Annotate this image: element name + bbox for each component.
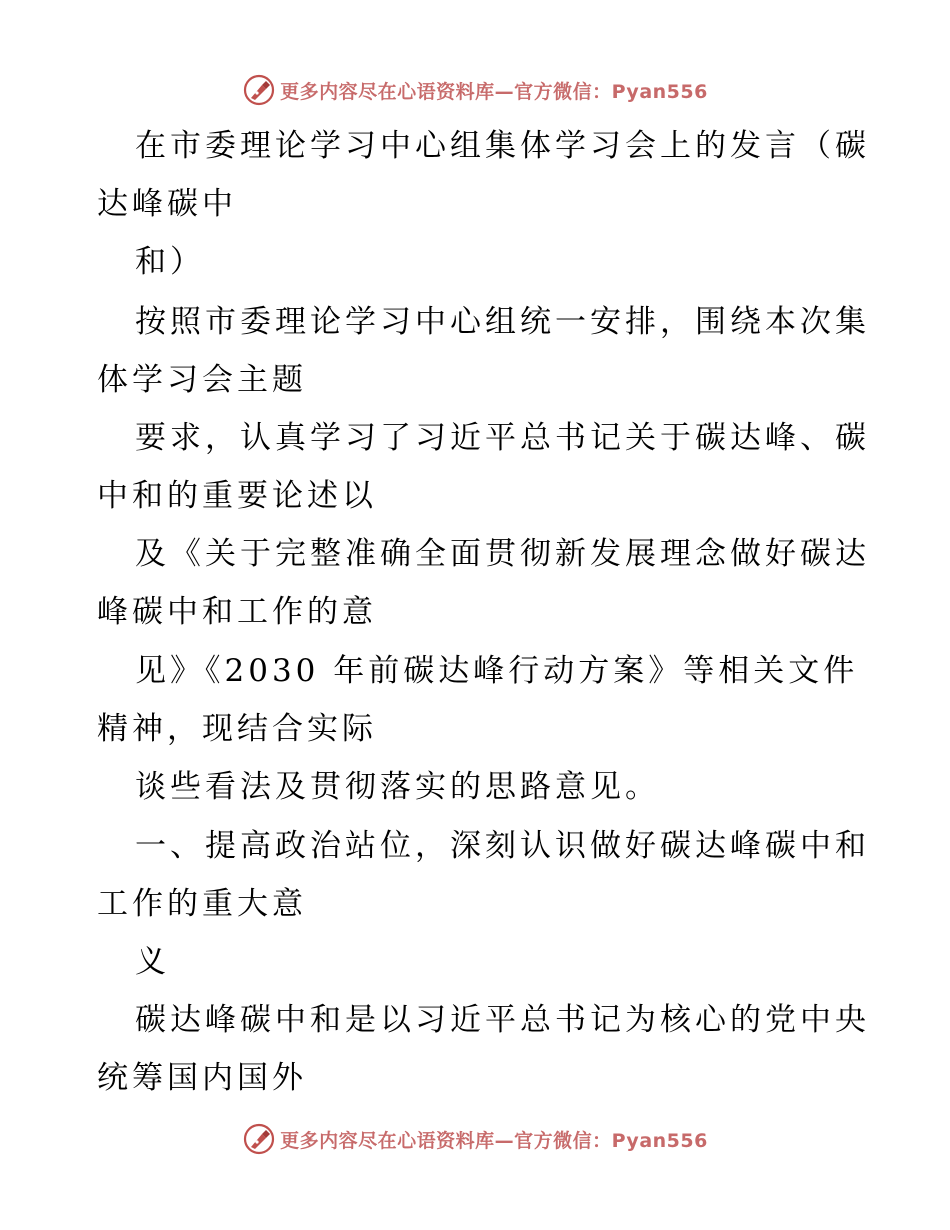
- paragraph-line: 峰碳中和工作的意: [97, 594, 377, 630]
- section-heading-line-3: 义: [135, 944, 170, 980]
- pen-logo-icon: [242, 73, 276, 107]
- header-watermark-text: 更多内容尽在心语资料库—官方微信：Pyan556: [280, 80, 708, 103]
- paragraph-line: 精神，现结合实际: [97, 711, 377, 747]
- paragraph-line: 碳达峰碳中和是以习近平总书记为核心的党中央: [135, 1002, 870, 1038]
- footer-watermark-banner: [0, 1119, 950, 1159]
- pen-logo-icon: [242, 1122, 276, 1156]
- paragraph-line: 统筹国内国外: [97, 1060, 307, 1096]
- paragraph-line: 按照市委理论学习中心组统一安排，围绕本次集: [135, 304, 870, 340]
- header-watermark-banner: [0, 70, 950, 110]
- section-heading-line-2: 工作的重大意: [97, 886, 307, 922]
- paragraph-line: 谈些看法及贯彻落实的思路意见。: [135, 769, 660, 805]
- paragraph-line: 要求，认真学习了习近平总书记关于碳达峰、碳: [135, 420, 870, 456]
- section-heading-line-1: 一、提高政治站位，深刻认识做好碳达峰碳中和: [135, 828, 870, 864]
- paragraph-line: 中和的重要论述以: [97, 478, 377, 514]
- document-title-line-2: 达峰碳中: [97, 186, 237, 222]
- document-title-line-1: 在市委理论学习中心组集体学习会上的发言（碳: [135, 128, 870, 164]
- document-title-line-3: 和）: [135, 244, 205, 280]
- paragraph-line: 见》《2030 年前碳达峰行动方案》等相关文件: [135, 653, 859, 689]
- footer-watermark-text: 更多内容尽在心语资料库—官方微信：Pyan556: [280, 1129, 708, 1152]
- paragraph-line: 体学习会主题: [97, 362, 307, 398]
- paragraph-line: 及《关于完整准确全面贯彻新发展理念做好碳达: [135, 536, 870, 572]
